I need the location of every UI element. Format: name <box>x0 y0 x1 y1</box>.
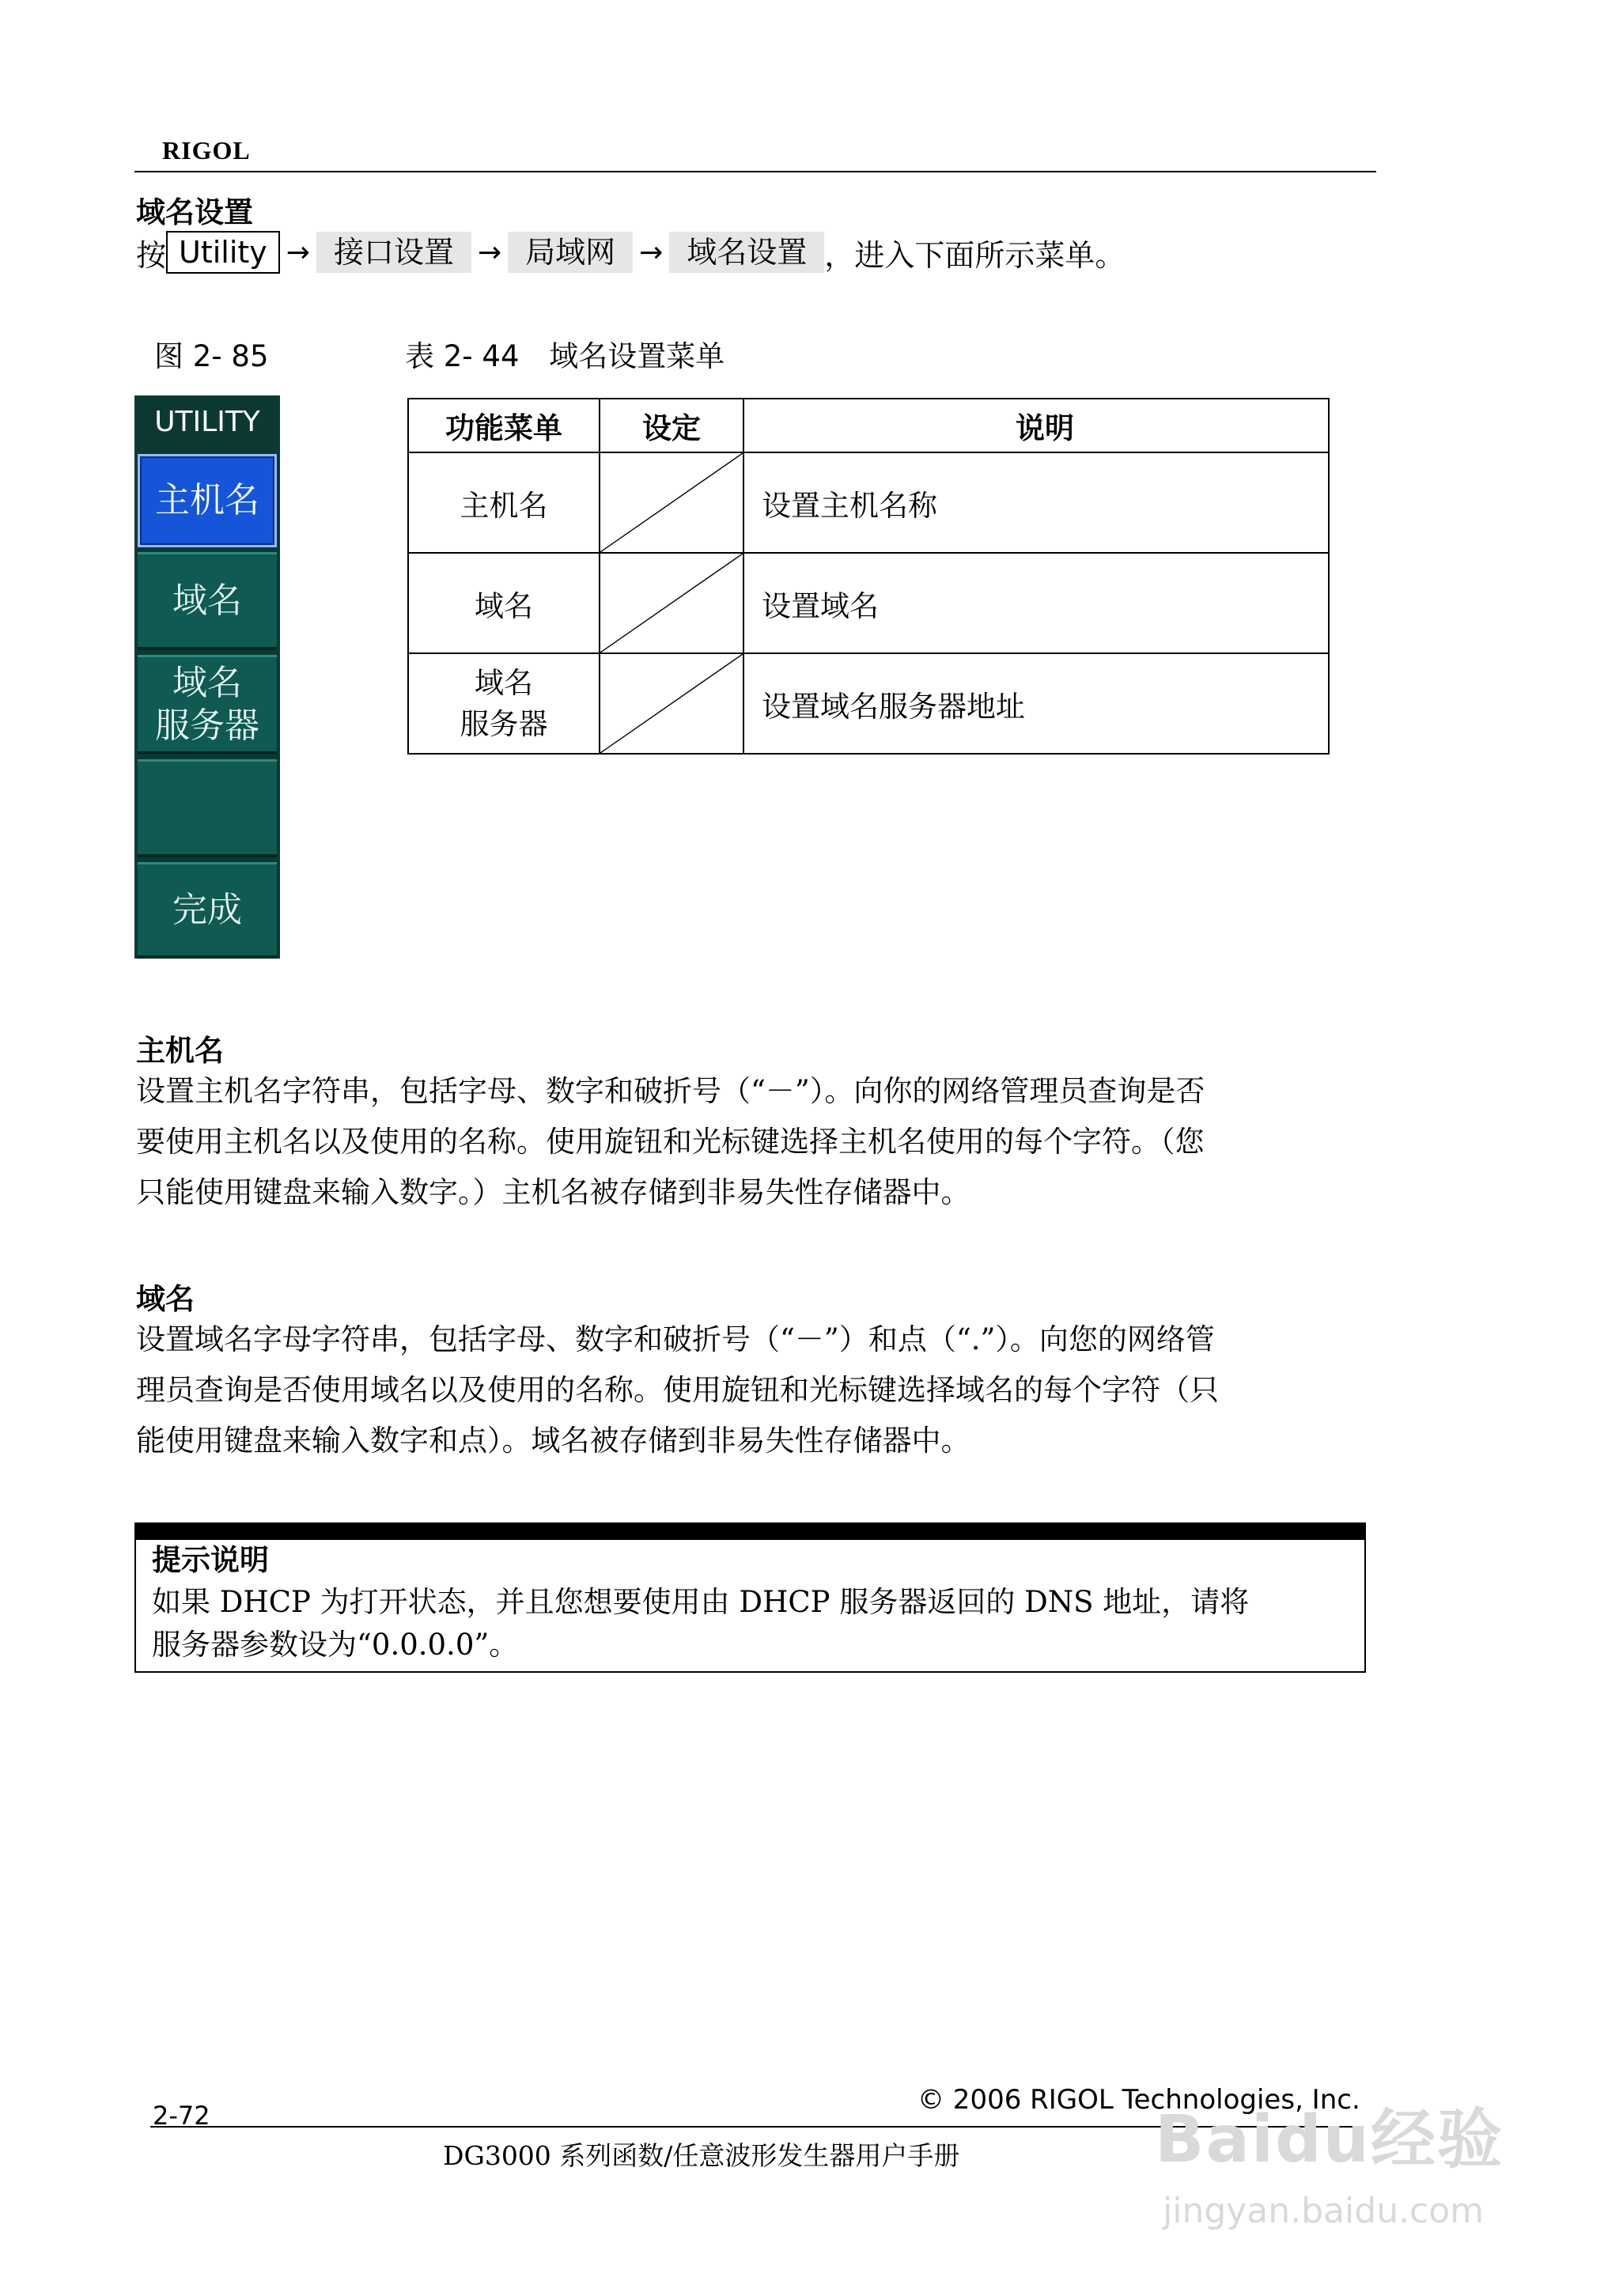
note-top-bar <box>134 1522 1366 1540</box>
table-row <box>408 452 1329 553</box>
figure-caption: 图 2- 85 <box>154 339 269 373</box>
header-setting: 设定 <box>600 399 743 452</box>
table-row <box>408 653 1329 754</box>
menu-title: UTILITY <box>154 406 260 438</box>
note-line: 如果 DHCP 为打开状态，并且您想要使用由 DHCP 服务器返回的 DNS 地址，请将 <box>152 1585 1250 1619</box>
domain-heading: 域名 <box>136 1282 195 1316</box>
nav-suffix: ，进入下面所示菜单。 <box>824 237 1126 273</box>
cell-function: 域名 服务器 <box>408 653 600 754</box>
page-number: 2-72 <box>153 2101 210 2131</box>
domain-settings-table <box>407 398 1330 755</box>
hostname-heading: 主机名 <box>136 1034 224 1068</box>
nav-prefix: 按 <box>136 237 167 273</box>
manual-title: DG3000 系列函数/任意波形发生器用户手册 <box>443 2140 960 2171</box>
menu-item-done[interactable]: 完成 <box>138 862 277 959</box>
softkey-interface-settings: 接口设置 <box>316 232 471 273</box>
utility-key: Utility <box>166 231 280 274</box>
arrow-right-icon: → <box>286 236 310 269</box>
cell-description: 设置域名 <box>743 553 1329 653</box>
table-caption: 表 2- 44 域名设置菜单 <box>405 339 725 373</box>
table-header-row <box>408 399 1329 452</box>
cell-function: 域名 <box>408 553 600 653</box>
hostname-paragraph: 设置主机名字符串，包括字母、数字和破折号（“－”）。向你的网络管理员查询是否 要使用主机名以及使用的名称。使用旋钮和光标键选择主机名使用的每个字符。（您 只能使用键盘来输入数字。）主机名被存储到非易失性存储器中。 <box>136 1074 1205 1209</box>
menu-item-hostname[interactable]: 主机名 <box>138 454 277 547</box>
cell-setting-empty <box>600 553 743 653</box>
domain-paragraph: 设置域名字母字符串，包括字母、数字和破折号（“－”）和点（“.”）。向您的网络管 理员查询是否使用域名以及使用的名称。使用旋钮和光标键选择域名的每个字符（只 能使用键盘来输入数字和点）。域名被存储到非易失性存储器中。 <box>136 1322 1219 1458</box>
menu-item-empty[interactable] <box>138 759 277 857</box>
arrow-right-icon: → <box>639 236 664 269</box>
header-divider <box>134 171 1376 172</box>
menu-item-dns-server[interactable]: 域名 服务器 <box>138 655 277 755</box>
watermark-url: jingyan.baidu.com <box>1163 2191 1485 2231</box>
cell-description: 设置域名服务器地址 <box>743 653 1329 754</box>
table-row <box>408 553 1329 653</box>
cell-function: 主机名 <box>408 452 600 553</box>
note-line: 服务器参数设为“0.0.0.0”。 <box>152 1628 519 1662</box>
brand-logo: RIGOL <box>162 136 251 165</box>
baidu-watermark-logo: Baidu经验 <box>1155 2102 1504 2177</box>
diagonal-slash <box>600 654 743 753</box>
note-title: 提示说明 <box>152 1543 269 1577</box>
diagonal-slash <box>600 453 743 552</box>
softkey-lan: 局域网 <box>508 232 633 273</box>
utility-soft-menu <box>134 395 280 959</box>
menu-item-domain[interactable]: 域名 <box>138 552 277 650</box>
section-title: 域名设置 <box>136 195 253 229</box>
note-box <box>134 1540 1366 1673</box>
header-description: 说明 <box>743 399 1329 452</box>
header-function: 功能菜单 <box>408 399 600 452</box>
cell-setting-empty <box>600 452 743 553</box>
diagonal-slash <box>600 554 743 652</box>
softkey-domain-settings: 域名设置 <box>669 232 824 273</box>
cell-description: 设置主机名称 <box>743 452 1329 553</box>
copyright-text: © 2006 RIGOL Technologies, Inc. <box>917 2084 1360 2116</box>
nav-instruction <box>136 229 1125 275</box>
arrow-right-icon: → <box>477 236 502 269</box>
cell-setting-empty <box>600 653 743 754</box>
